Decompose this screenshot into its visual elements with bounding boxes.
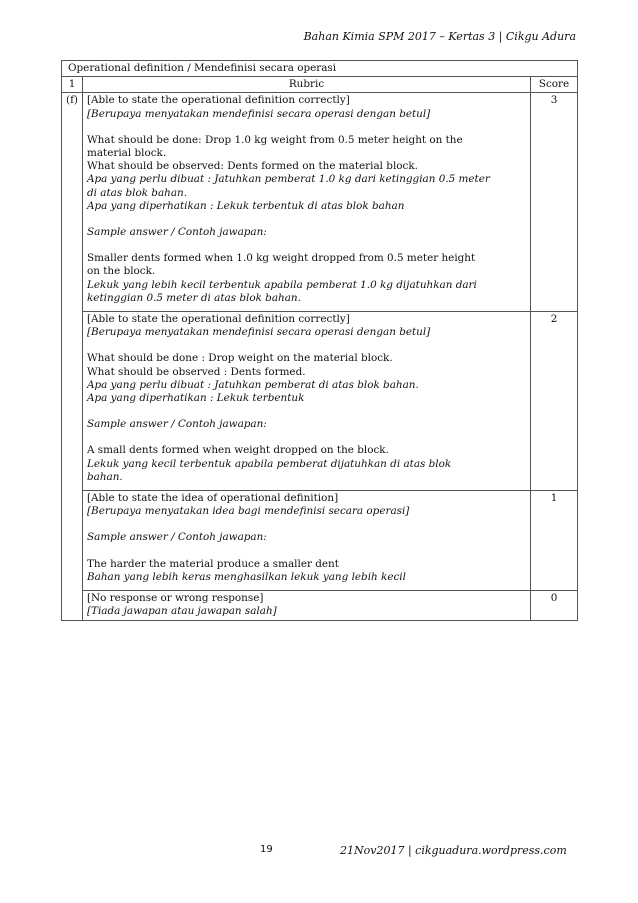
rubric-cell [83, 312, 531, 491]
rubric-line: [Able to state the operational definition correctly] [87, 94, 350, 107]
rubric-line: Apa yang diperhatikan : Lekuk terbentuk di atas blok bahan [87, 199, 405, 212]
table-header-row [62, 77, 578, 93]
spacer [87, 121, 526, 134]
rubric-line: Lekuk yang lebih kecil terbentuk apabila pemberat 1.0 kg dijatuhkan dari [87, 278, 477, 291]
rubric-line: [Tiada jawapan atau jawapan salah] [87, 605, 277, 618]
rubric-line: ketinggian 0.5 meter di atas blok bahan. [87, 291, 301, 304]
rubric-line: material block. [87, 147, 167, 160]
rubric-table [61, 60, 578, 621]
rubric-line: A small dents formed when weight dropped on the block. [87, 444, 389, 457]
rubric-line: [Able to state the idea of operational definition] [87, 492, 339, 505]
rubric-line: Smaller dents formed when 1.0 kg weight dropped from 0.5 meter height [87, 252, 476, 265]
spacer [87, 239, 526, 252]
rubric-cell [83, 591, 531, 620]
rubric-line: Bahan yang lebih keras menghasilkan lekuk yang lebih kecil [87, 570, 406, 583]
rubric-line: Lekuk yang kecil terbentuk apabila pemberat dijatuhkan di atas blok [87, 457, 452, 470]
table-row [62, 312, 578, 491]
column-header-number: 1 [62, 77, 83, 93]
running-header: Bahan Kimia SPM 2017 – Kertas 3 | Cikgu Adura [303, 30, 576, 43]
rubric-cell [83, 93, 531, 312]
table-row [62, 93, 578, 312]
table-title: Operational definition / Mendefinisi secara operasi [62, 61, 578, 77]
rubric-line: di atas blok bahan. [87, 186, 188, 199]
column-header-score: Score [531, 77, 578, 93]
rubric-line: [Berupaya menyatakan mendefinisi secara operasi dengan betul] [87, 107, 431, 120]
table-title-row [62, 61, 578, 77]
rubric-cell [83, 491, 531, 591]
score-cell: 2 [531, 312, 578, 491]
rubric-line: What should be observed: Dents formed on the material block. [87, 160, 418, 173]
rubric-line: on the block. [87, 265, 156, 278]
spacer [87, 545, 526, 558]
spacer [87, 518, 526, 531]
score-cell: 1 [531, 491, 578, 591]
rubric-line: Sample answer / Contoh jawapan: [87, 418, 267, 431]
score-cell: 3 [531, 93, 578, 312]
rubric-line: Apa yang perlu dibuat : Jatuhkan pemberat 1.0 kg dari ketinggian 0.5 meter [87, 173, 490, 186]
spacer [87, 339, 526, 352]
spacer [87, 431, 526, 444]
rubric-line: bahan. [87, 470, 123, 483]
rubric-line: The harder the material produce a smaller dent [87, 557, 339, 570]
table-row [62, 491, 578, 591]
rubric-line: What should be done : Drop weight on the material block. [87, 352, 393, 365]
rubric-line: Apa yang diperhatikan : Lekuk terbentuk [87, 392, 305, 405]
column-header-rubric: Rubric [83, 77, 531, 93]
table-row [62, 591, 578, 620]
rubric-line: [Berupaya menyatakan idea bagi mendefinisi secara operasi] [87, 505, 410, 518]
spacer [87, 213, 526, 226]
footer-source: 21Nov2017 | cikguadura.wordpress.com [340, 844, 567, 857]
rubric-line: [Able to state the operational definition correctly] [87, 313, 350, 326]
rubric-line: [Berupaya menyatakan mendefinisi secara operasi dengan betul] [87, 326, 431, 339]
item-label: (f) [62, 93, 83, 620]
rubric-line: Sample answer / Contoh jawapan: [87, 531, 267, 544]
page-number: 19 [260, 844, 273, 855]
spacer [87, 405, 526, 418]
rubric-line: Apa yang perlu dibuat : Jatuhkan pemberat di atas blok bahan. [87, 378, 419, 391]
score-cell: 0 [531, 591, 578, 620]
rubric-line: Sample answer / Contoh jawapan: [87, 226, 267, 239]
rubric-line: [No response or wrong response] [87, 592, 264, 605]
rubric-line: What should be observed : Dents formed. [87, 365, 306, 378]
rubric-line: What should be done: Drop 1.0 kg weight from 0.5 meter height on the [87, 133, 463, 146]
